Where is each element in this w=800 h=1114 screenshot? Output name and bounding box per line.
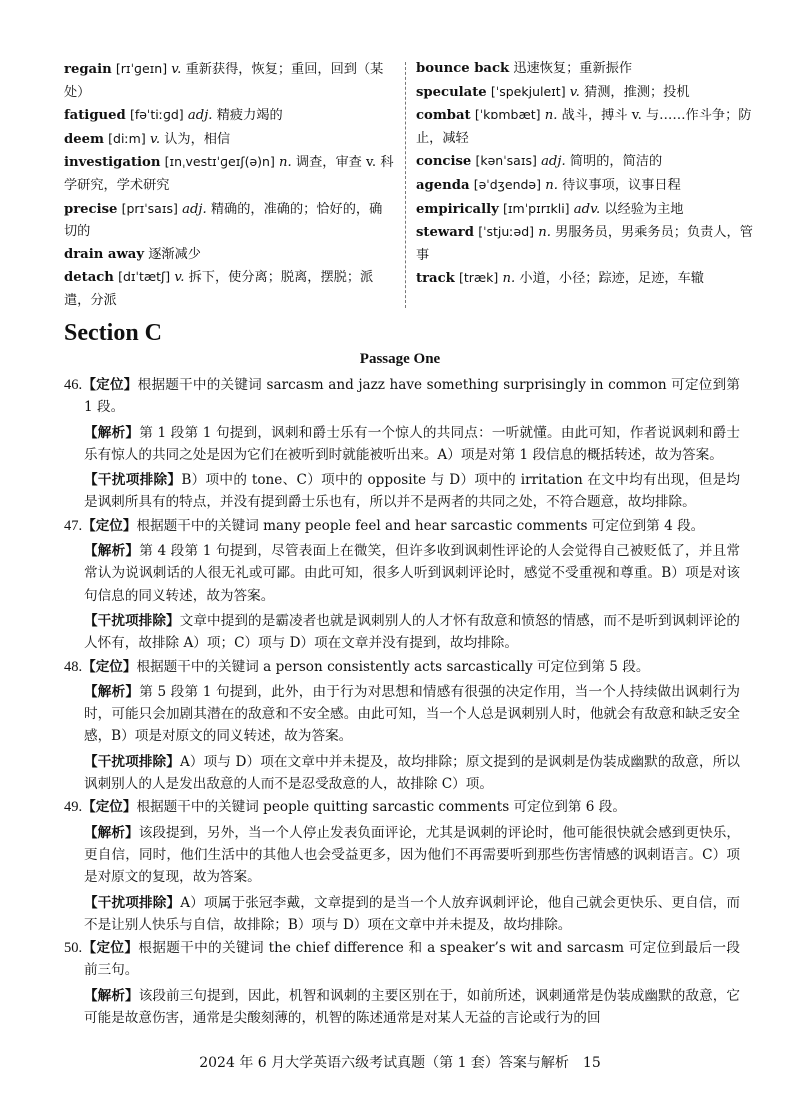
vocab-phonetic: [əˈdʒendə] [473, 176, 541, 192]
vocab-word: precise [64, 201, 118, 217]
vocab-definition: 拆下，使分离；脱离，摆脱；派遣，分派 [64, 270, 374, 308]
vocab-part-of-speech: adj. [187, 108, 213, 124]
analysis-tag: 【解析】 [84, 543, 140, 560]
vocab-entry [416, 198, 754, 222]
distractor-text: A）项属于张冠李戴，文章提到的是当一个人放弃讽刺评论，他自己就会更快乐、更自信，而不是让别人快乐与自信，故排除；B）项与 D）项在文章中并未提及，故均排除。 [84, 894, 740, 933]
locate-tag: 【定位】 [82, 377, 138, 393]
vocabulary-section [64, 58, 753, 312]
locate-text: 根据题干中的关键词 sarcasm and jazz have something surprisingly in common 可定位到第 1 段。 [84, 377, 741, 416]
question-locate [64, 656, 740, 678]
question-number: 50. [64, 940, 83, 957]
distractor-tag: 【干扰项排除】 [84, 472, 182, 489]
vocab-phonetic: [diːm] [108, 130, 146, 146]
question-analysis [64, 422, 740, 467]
vocab-column-divider [405, 62, 406, 308]
vocab-phonetic: [ˈstjuːəd] [478, 224, 535, 240]
vocab-entry [416, 81, 754, 105]
analysis-text: 第 1 段第 1 句提到，讽刺和爵士乐有一个惊人的共同点：一听就懂。由此可知，作者说讽刺和爵士乐有惊人的共同之处是因为它们在被听到时就能被听出来。A）项是对第 1 段信息的概括转述，故为答案。 [84, 424, 740, 463]
vocab-phonetic: [ɪmˈpɪrɪkli] [503, 200, 570, 216]
question-block [64, 656, 740, 796]
distractor-text: B）项中的 tone、C）项中的 opposite 与 D）项中的 irritation 在文中均有出现，但是均是讽刺所具有的特点，并没有提到爵士乐也有，所以并不是两者的共同之处，不符合题意，故均排除。 [84, 472, 740, 511]
vocab-word: agenda [416, 177, 470, 193]
vocab-phonetic: [træk] [458, 270, 499, 286]
passage-title: Passage One [359, 351, 441, 367]
vocab-entry [416, 174, 754, 198]
vocab-word: speculate [416, 84, 487, 100]
vocab-entry [64, 151, 394, 197]
vocab-definition: 简明的，简洁的 [569, 154, 663, 170]
vocab-definition: 迅速恢复；重新振作 [513, 61, 633, 76]
question-number: 48. [64, 658, 83, 675]
question-number: 46. [64, 377, 83, 393]
vocab-entry [64, 244, 394, 267]
distractor-tag: 【干扰项排除】 [84, 753, 180, 770]
distractor-tag: 【干扰项排除】 [84, 894, 181, 911]
distractor-tag: 【干扰项排除】 [84, 612, 180, 629]
question-distractor-elimination [64, 751, 740, 796]
question-locate [64, 515, 740, 537]
vocab-entry [64, 104, 394, 128]
vocab-entry [416, 267, 754, 291]
vocab-phonetic: [fəˈtiːɡd] [129, 107, 184, 123]
vocab-part-of-speech: n. [544, 108, 558, 124]
page-footer: 2024 年 6 月大学英语六级考试真题（第 1 套）答案与解析 15 [199, 1055, 601, 1071]
vocab-word: detach [64, 270, 114, 286]
vocab-column-left [64, 58, 394, 313]
vocab-entry [416, 58, 754, 81]
vocab-word: regain [64, 62, 112, 77]
question-number: 49. [64, 799, 83, 816]
vocab-part-of-speech: n. [279, 155, 292, 171]
vocab-definition: 逐渐减少 [148, 246, 201, 262]
question-block [64, 937, 740, 1029]
analysis-text: 第 4 段第 1 句提到，尽管表面上在微笑，但许多收到讽刺性评论的人会觉得自己被贬低了，并且常常认为说讽刺话的人很无礼或可鄙。由此可知，很多人听到讽刺评论时，感觉不受重视和尊重。B）项是对该句信息的同义转述，故为答案。 [84, 543, 740, 604]
vocab-definition: 以经验为主地 [604, 201, 684, 217]
vocab-definition: 精确的，准确的；恰好的，确切的 [64, 201, 383, 240]
vocab-phonetic: [ɪnˌvestɪˈɡeɪʃ(ə)n] [164, 154, 275, 170]
vocab-definition: 小道，小径；踪迹，足迹，车辙 [519, 271, 704, 287]
vocab-word: steward [416, 225, 474, 241]
locate-tag: 【定位】 [82, 658, 137, 675]
vocab-entry [416, 150, 754, 174]
question-analysis [64, 985, 740, 1030]
vocab-definition: 认为，相信 [164, 131, 231, 147]
distractor-text: A）项与 D）项在文章中并未提及，故均排除；原文提到的是讽刺是伪装成幽默的敌意，所以讽刺别人的人是发出敌意的人而不是忍受敌意的人，故排除 C）项。 [84, 753, 740, 793]
vocab-definition: 猜测，推测；投机 [584, 84, 690, 100]
vocab-entry [64, 58, 394, 104]
question-analysis [64, 681, 740, 748]
distractor-text: 文章中提到的是霸凌者也就是讽刺别人的人才怀有敌意和愤怒的情感，而不是听到讽刺评论的人怀有，故排除 A）项；C）项与 D）项在文章并没有提到，故均排除。 [84, 612, 741, 652]
analysis-tag: 【解析】 [84, 424, 140, 441]
vocab-entry [416, 221, 754, 267]
vocab-word: investigation [64, 155, 161, 171]
vocab-phonetic: [kənˈsaɪs] [475, 153, 537, 169]
vocab-definition: 调查，审查 v. 科学研究，学术研究 [64, 155, 394, 193]
vocab-word: bounce back [416, 61, 510, 76]
question-block [64, 515, 740, 655]
vocab-definition: 重新获得，恢复；重回，回到（某处） [64, 62, 384, 100]
vocab-part-of-speech: v. [149, 131, 161, 147]
locate-tag: 【定位】 [82, 517, 137, 534]
answer-analysis [64, 374, 740, 1029]
vocab-phonetic: [ˈspekjuleɪt] [490, 83, 566, 99]
question-block [64, 796, 740, 936]
vocab-part-of-speech: v. [569, 84, 580, 100]
question-number: 47. [64, 517, 83, 534]
vocab-definition: 男服务员，男乘务员；负责人，管事 [416, 225, 753, 263]
vocab-phonetic: [prɪˈsaɪs] [121, 200, 178, 216]
vocab-part-of-speech: n. [502, 271, 516, 287]
vocab-word: fatigued [64, 108, 126, 124]
vocab-word: deem [64, 131, 104, 147]
locate-text: 根据题干中的关键词 people quitting sarcastic comments 可定位到第 6 段。 [136, 799, 626, 816]
vocab-phonetic: [ˈkɒmbæt] [474, 107, 541, 123]
question-distractor-elimination [64, 469, 740, 514]
analysis-text: 该段前三句提到，因此，机智和讽刺的主要区别在于，如前所述，讽刺通常是伪装成幽默的敌意，它可能是故意伤害，通常是尖酸刻薄的，机智的陈述通常是对某人无益的言论或行为的回 [84, 987, 741, 1027]
vocab-part-of-speech: v. [174, 270, 185, 286]
locate-text: 根据题干中的关键词 a person consistently acts sarcastically 可定位到第 5 段。 [136, 658, 650, 675]
locate-tag: 【定位】 [82, 940, 139, 957]
vocab-part-of-speech: adv. [573, 201, 601, 217]
question-locate [64, 796, 740, 818]
question-distractor-elimination [64, 892, 740, 937]
question-analysis [64, 822, 740, 889]
vocab-word: combat [416, 108, 471, 124]
analysis-text: 该段提到，另外，当一个人停止发表负面评论，尤其是讽刺的评论时，他可能很快就会感到更快乐，更自信，同时，他们生活中的其他人也会受益更多，因为他们不再需要听到那些伤害情感的讽刺语言。C）项是对原文的复现，故为答案。 [84, 824, 741, 886]
analysis-tag: 【解析】 [84, 824, 139, 841]
locate-text: 根据题干中的关键词 many people feel and hear sarcastic comments 可定位到第 4 段。 [136, 517, 705, 534]
locate-tag: 【定位】 [82, 799, 137, 816]
vocab-phonetic: [dɪˈtætʃ] [118, 269, 171, 285]
vocab-entry [64, 128, 394, 152]
vocab-entry [64, 266, 394, 312]
vocab-word: drain away [64, 246, 145, 262]
vocab-entry [64, 198, 394, 244]
locate-text: 根据题干中的关键词 the chief difference 和 a speaker’s wit and sarcasm 可定位到最后一段前三句。 [84, 940, 741, 979]
vocab-word: concise [416, 154, 472, 170]
vocab-part-of-speech: n. [538, 225, 551, 241]
question-locate [64, 937, 740, 982]
question-distractor-elimination [64, 610, 740, 655]
question-block [64, 374, 740, 514]
analysis-text: 第 5 段第 1 句提到，此外，由于行为对思想和情感有很强的决定作用，当一个人持续做出讽刺行为时，可能只会加剧其潜在的敌意和不安全感。由此可知，当一个人总是讽刺别人时，他就会有敌意和缺乏安全感，B）项是对原文的同义转述，故为答案。 [84, 683, 740, 745]
question-analysis [64, 540, 740, 607]
section-title: Section C [64, 320, 162, 346]
vocab-part-of-speech: n. [545, 177, 558, 193]
vocab-part-of-speech: adj. [182, 201, 207, 217]
vocab-definition: 精疲力竭的 [216, 108, 283, 124]
vocab-definition: 战斗，搏斗 v. 与……作斗争；防止，减轻 [416, 108, 752, 146]
vocab-column-right [416, 58, 754, 291]
analysis-tag: 【解析】 [84, 987, 139, 1004]
vocab-definition: 待议事项，议事日程 [562, 177, 681, 193]
analysis-tag: 【解析】 [84, 683, 140, 700]
vocab-word: track [416, 271, 455, 287]
vocab-word: empirically [416, 201, 499, 217]
vocab-part-of-speech: v. [171, 62, 182, 77]
vocab-phonetic: [rɪˈɡeɪn] [115, 61, 168, 76]
vocab-part-of-speech: adj. [541, 154, 566, 170]
question-locate [64, 374, 740, 419]
vocab-entry [416, 104, 754, 150]
